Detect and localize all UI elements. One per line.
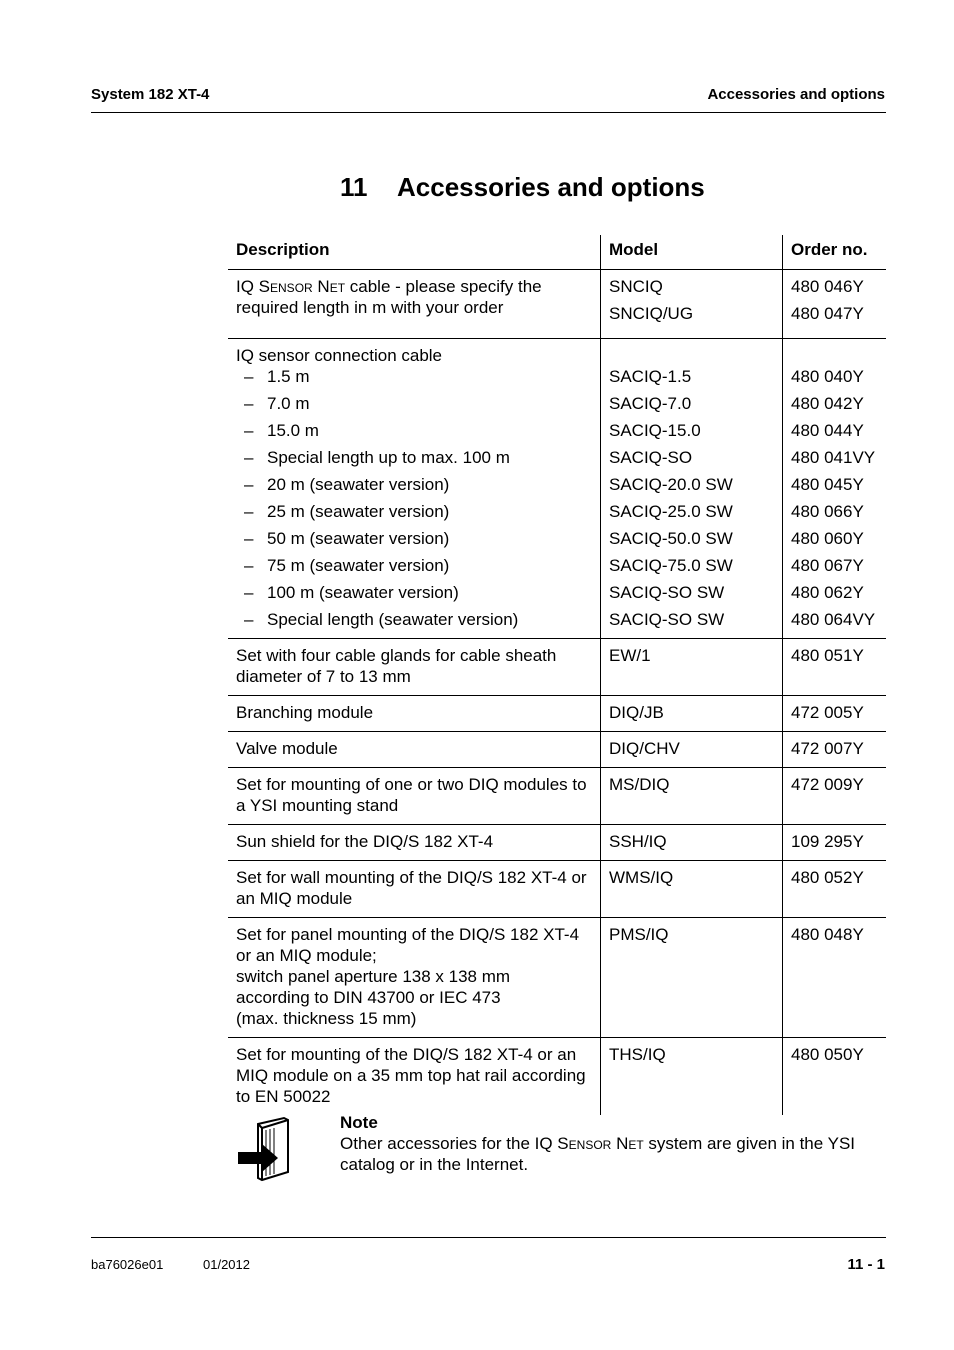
running-header-right: Accessories and options [707,86,885,103]
column-header-model: Model [601,235,783,270]
list-item: – 1.5 m [244,367,310,386]
cell-description: IQ Sensor Net cable - please specify the required length in m with your order [228,270,601,339]
list-item: – 25 m (seawater version) [244,502,450,521]
note-title: Note [340,1113,378,1132]
table-row [228,339,886,639]
cell-description: Branching module [228,696,601,732]
page-number: 11 - 1 [847,1256,885,1273]
cell-order-no: 480 051Y [783,639,887,696]
cell-model: SSH/IQ [601,825,783,861]
cell-order-no: 472 007Y [783,732,887,768]
cell-order-no: 109 295Y [783,825,887,861]
table-row [228,918,886,1038]
cell-model: DIQ/JB [601,696,783,732]
cell-order-no: 480 052Y [783,861,887,918]
running-header-left: System 182 XT-4 [91,86,210,103]
cell-order-no: 472 005Y [783,696,887,732]
cell-description: Set with four cable glands for cable sheath diameter of 7 to 13 mm [228,639,601,696]
list-item: – 20 m (seawater version) [244,475,450,494]
cell-description: IQ sensor connection cable – 1.5 m – 7.0 m – 15.0 m – Special length up to max. 100 m – 20 m (seawater version) – 25 m (seawater version) – 50 m (seawater version) – 75 m (seawater version) – 100 m (seawater version) – Special length (seawater version) [228,339,601,639]
cell-model: SACIQ-1.5 SACIQ-7.0 SACIQ-15.0 SACIQ-SO SACIQ-20.0 SW SACIQ-25.0 SW SACIQ-50.0 SW SACIQ-75.0 SW SACIQ-SO SW SACIQ-SO SW [601,339,783,639]
cell-description: Set for wall mounting of the DIQ/S 182 XT-4 or an MIQ module [228,861,601,918]
footer-date: 01/2012 [203,1257,250,1272]
cell-model: PMS/IQ [601,918,783,1038]
table-row [228,639,886,696]
list-item: – Special length (seawater version) [244,610,519,629]
list-item: – Special length up to max. 100 m [244,448,510,467]
table-row [228,861,886,918]
chapter-title: Accessories and options [397,172,705,202]
cell-order-no: 480 048Y [783,918,887,1038]
cell-model: MS/DIQ [601,768,783,825]
cell-order-no: 472 009Y [783,768,887,825]
column-header-order-no: Order no. [783,235,887,270]
note-box [340,1112,890,1175]
cell-order-no: 480 050Y [783,1038,887,1116]
cell-model: SNCIQ SNCIQ/UG [601,270,783,339]
list-item: – 50 m (seawater version) [244,529,450,548]
cell-description: Sun shield for the DIQ/S 182 XT-4 [228,825,601,861]
cell-model: EW/1 [601,639,783,696]
column-header-description: Description [228,235,601,270]
cell-model: DIQ/CHV [601,732,783,768]
book-arrow-icon [236,1116,296,1184]
accessories-table [228,235,886,1115]
list-item: – 75 m (seawater version) [244,556,450,575]
table-row [228,1038,886,1116]
cell-order-no: 480 040Y 480 042Y 480 044Y 480 041VY 480 045Y 480 066Y 480 060Y 480 067Y 480 062Y 480 064VY [783,339,887,639]
table-row [228,825,886,861]
note-text: Other accessories for the IQ Sensor Net system are given in the YSI catalog or in the Internet. [340,1134,856,1174]
table-row [228,768,886,825]
cell-description: Set for mounting of one or two DIQ modules to a YSI mounting stand [228,768,601,825]
cell-order-no: 480 046Y 480 047Y [783,270,887,339]
cell-description: Valve module [228,732,601,768]
cell-model: THS/IQ [601,1038,783,1116]
chapter-heading [340,172,705,203]
table-row [228,696,886,732]
table-header-row [228,235,886,270]
header-rule [91,112,886,113]
table-row [228,270,886,339]
footer-doc-id: ba76026e01 [91,1257,164,1272]
chapter-number: 11 [340,172,368,202]
list-item: – 15.0 m [244,421,319,440]
footer-rule [91,1237,886,1238]
cell-model: WMS/IQ [601,861,783,918]
list-item: – 7.0 m [244,394,310,413]
table-row [228,732,886,768]
list-item: – 100 m (seawater version) [244,583,459,602]
cell-description: Set for mounting of the DIQ/S 182 XT-4 or an MIQ module on a 35 mm top hat rail according to EN 50022 [236,1045,586,1106]
cell-description: Set for panel mounting of the DIQ/S 182 XT-4 or an MIQ module; switch panel aperture 138 x 138 mm according to DIN 43700 or IEC 473 (max. thickness 15 mm) [228,918,601,1038]
